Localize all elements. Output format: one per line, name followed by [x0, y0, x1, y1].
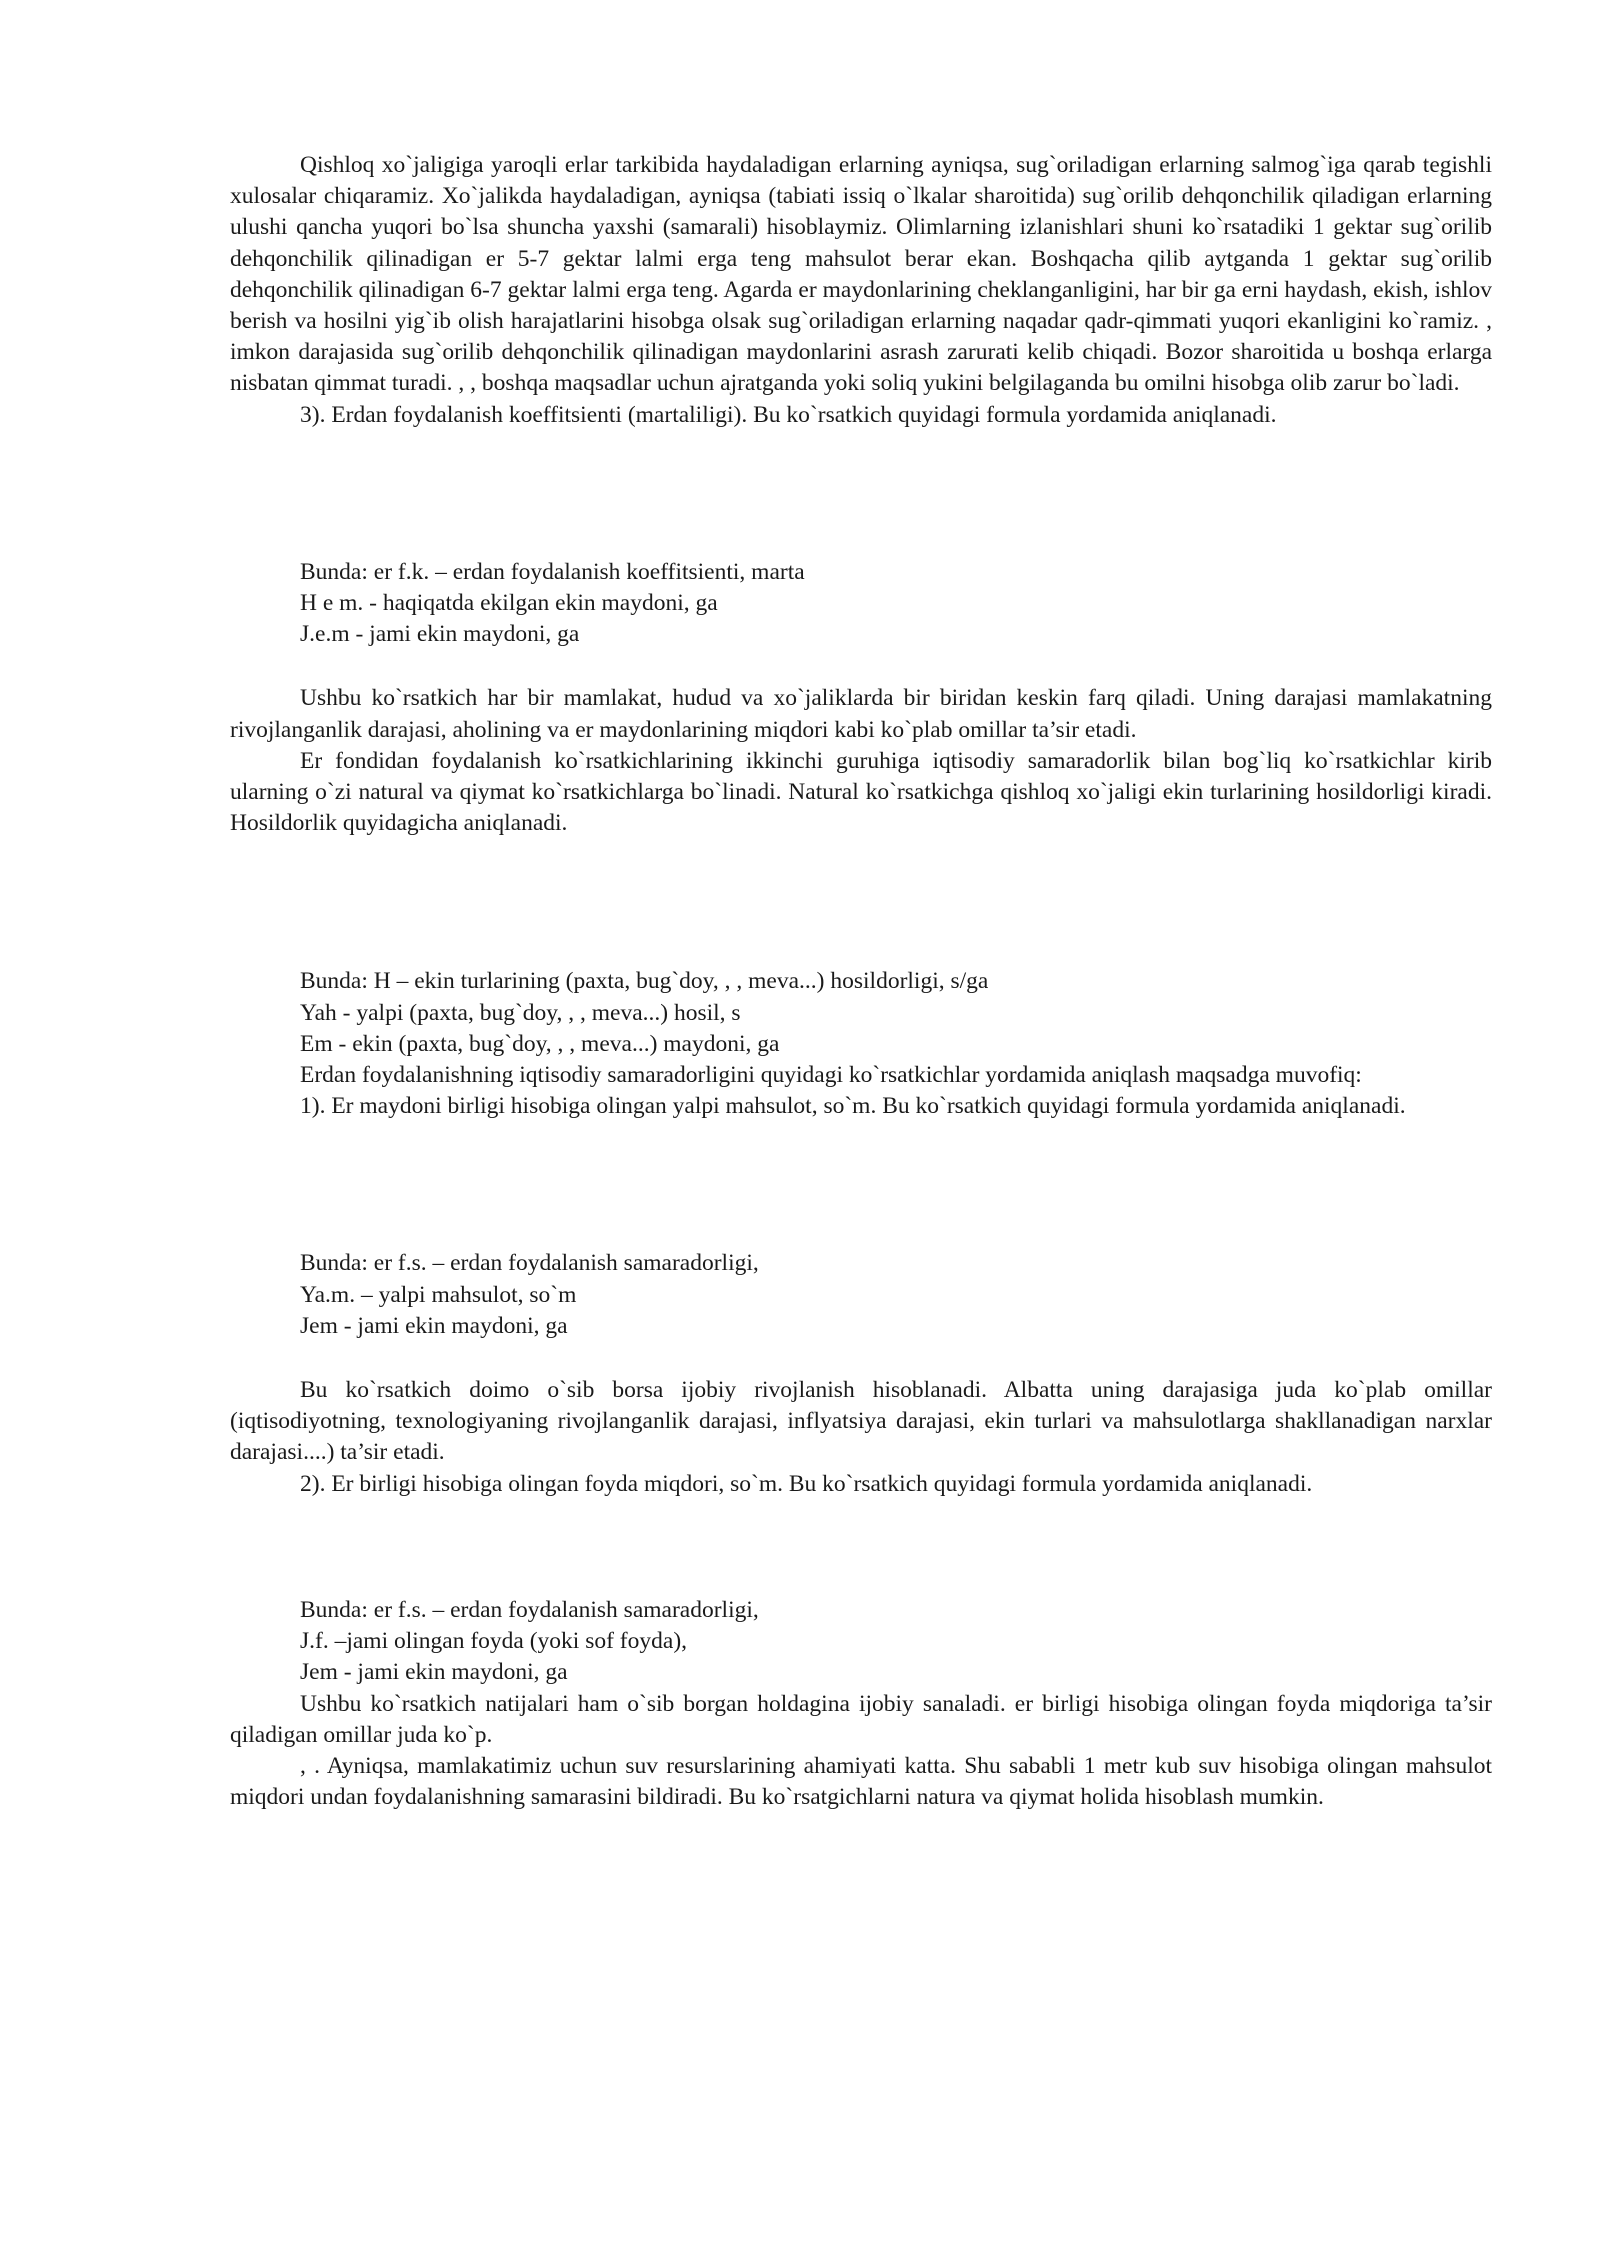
- spacer: [230, 650, 1492, 683]
- definition-line: Jem - jami ekin maydoni, ga: [300, 1312, 568, 1339]
- formula-placeholder-profit: [230, 1500, 1492, 1595]
- paragraph-positive-growth: Bu ko`rsatkich doimo o`sib borsa ijobiy rivojlanish hisoblanadi. Albatta uning darajasiga juda ko`plab omillar (iqtisodiyotning, texnologiyaning rivojlanganlik darajasi, inflyatsiya darajasi, ekin turlari va mahsulotlarga shakllanadigan narxlar darajasi....) ta’sir etadi.: [230, 1377, 1492, 1466]
- paragraph-efficiency-indicators: Er fondidan foydalanish ko`rsatkichlarining ikkinchi guruhiga iqtisodiy samaradorlik bilan bog`liq ko`rsatkichlar kirib ularning o`zi natural va qiymat ko`rsatkichlarga bo`linadi. Natural ko`rsatkichga qishloq xo`jaligi ekin turlarining hosildorligi kiradi. Hosildorlik quyidagicha aniqlanadi.: [230, 747, 1492, 837]
- definition-line: Bunda: er f.s. – erdan foydalanish samaradorligi,: [300, 1596, 759, 1623]
- definition-line: Bunda: er f.k. – erdan foydalanish koeffitsienti, marta: [300, 558, 805, 585]
- definition-line: H e m. - haqiqatda ekilgan ekin maydoni, ga: [300, 590, 718, 617]
- paragraph-profit-per-area: 2). Er birligi hisobiga olingan foyda miqdori, so`m. Bu ko`rsatkich quyidagi formula yordamida aniqlanadi.: [300, 1470, 1313, 1497]
- paragraph-gross-output-per-area: 1). Er maydoni birligi hisobiga olingan yalpi mahsulot, so`m. Bu ko`rsatkich quyidagi formula yordamida aniqlanadi.: [300, 1093, 1406, 1120]
- definition-line: Yah - yalpi (paxta, bug`doy, , , meva...) hosil, s: [300, 999, 741, 1026]
- definition-line: Ya.m. – yalpi mahsulot, so`m: [300, 1281, 577, 1308]
- definition-line: Bunda: H – ekin turlarining (paxta, bug`doy, , , meva...) hosildorligi, s/ga: [300, 968, 989, 995]
- paragraph-coefficient-intro: 3). Erdan foydalanish koeffitsienti (martaliligi). Bu ko`rsatkich quyidagi formula yordamida aniqlanadi.: [300, 401, 1277, 428]
- paragraph-profit-results: Ushbu ko`rsatkich natijalari ham o`sib borgan holdagina ijobiy sanaladi. er birligi hisobiga olingan foyda miqdoriga ta’sir qiladigan omillar juda ko`p.: [230, 1690, 1492, 1748]
- paragraph-land-structure: Qishloq xo`jaligiga yaroqli erlar tarkibida haydaladigan erlarning ayniqsa, sug`oriladigan erlarning salmog`iga qarab tegishli xulosalar chiqaramiz. Xo`jalikda haydaladigan, ayniqsa (tabiati issiq o`lkalar sharoitida) sug`orilib dehqonchilik qiladigan erlarning ulushi qancha yuqori bo`lsa shuncha yaxshi (samarali) hisoblaymiz. Olimlarning izlanishlari shuni ko`rsatadiki 1 gektar sug`orilib dehqonchilik qilinadigan er 5-7 gektar lalmi erga teng mahsulot berar ekan. Boshqacha qilib aytganda 1 gektar sug`orilib dehqonchilik qilinadigan 6-7 gektar lalmi erga teng. Agarda er maydonlarining cheklanganligini, har bir ga erni haydash, ekish, ishlov berish va hosilni yig`ib olish harajatlarini hisobga olsak sug`oriladigan erlarning naqadar qadr-qimmati yuqori ekanligini ko`ramiz. , imkon darajasida sug`orilib dehqonchilik qilinadigan maydonlarini asrash zarurati kelib chiqadi. Bozor sharoitida u boshqa erlarga nisbatan qimmat turadi. , , boshqa maqsadlar uchun ajratganda yoki soliq yukini belgilaganda bu omilni hisobga olib zarur bo`ladi.: [230, 152, 1492, 397]
- definition-line: Bunda: er f.s. – erdan foydalanish samaradorligi,: [300, 1250, 759, 1277]
- definition-line: J.f. –jami olingan foyda (yoki sof foyda),: [300, 1628, 688, 1655]
- formula-placeholder-gross-output: [230, 1122, 1492, 1248]
- document-page: [230, 150, 1492, 1813]
- formula-placeholder-yield: [230, 839, 1492, 966]
- definition-line: J.e.m - jami ekin maydoni, ga: [300, 621, 580, 648]
- spacer: [230, 1342, 1492, 1375]
- definition-line: Em - ekin (paxta, bug`doy, , , meva...) maydoni, ga: [300, 1030, 780, 1057]
- formula-placeholder-coefficient: [230, 431, 1492, 557]
- paragraph-coefficient-variation: Ushbu ko`rsatkich har bir mamlakat, hudud va xo`jaliklarda bir biridan keskin farq qiladi. Uning darajasi mamlakatning rivojlanganlik darajasi, aholining va er maydonlarining miqdori kabi ko`plab omillar ta’sir etadi.: [230, 685, 1492, 743]
- paragraph-water-resources: , . Ayniqsa, mamlakatimiz uchun suv resurslarining ahamiyati katta. Shu sababli 1 metr kub suv hisobiga olingan mahsulot miqdori undan foydalanishning samarasini bildiradi. Bu ko`rsatgichlarni natura va qiymat holida hisoblash mumkin.: [230, 1752, 1492, 1811]
- definition-line: Jem - jami ekin maydoni, ga: [300, 1659, 568, 1686]
- paragraph-economic-efficiency: Erdan foydalanishning iqtisodiy samaradorligini quyidagi ko`rsatkichlar yordamida aniqlash maqsadga muvofiq:: [300, 1062, 1362, 1089]
